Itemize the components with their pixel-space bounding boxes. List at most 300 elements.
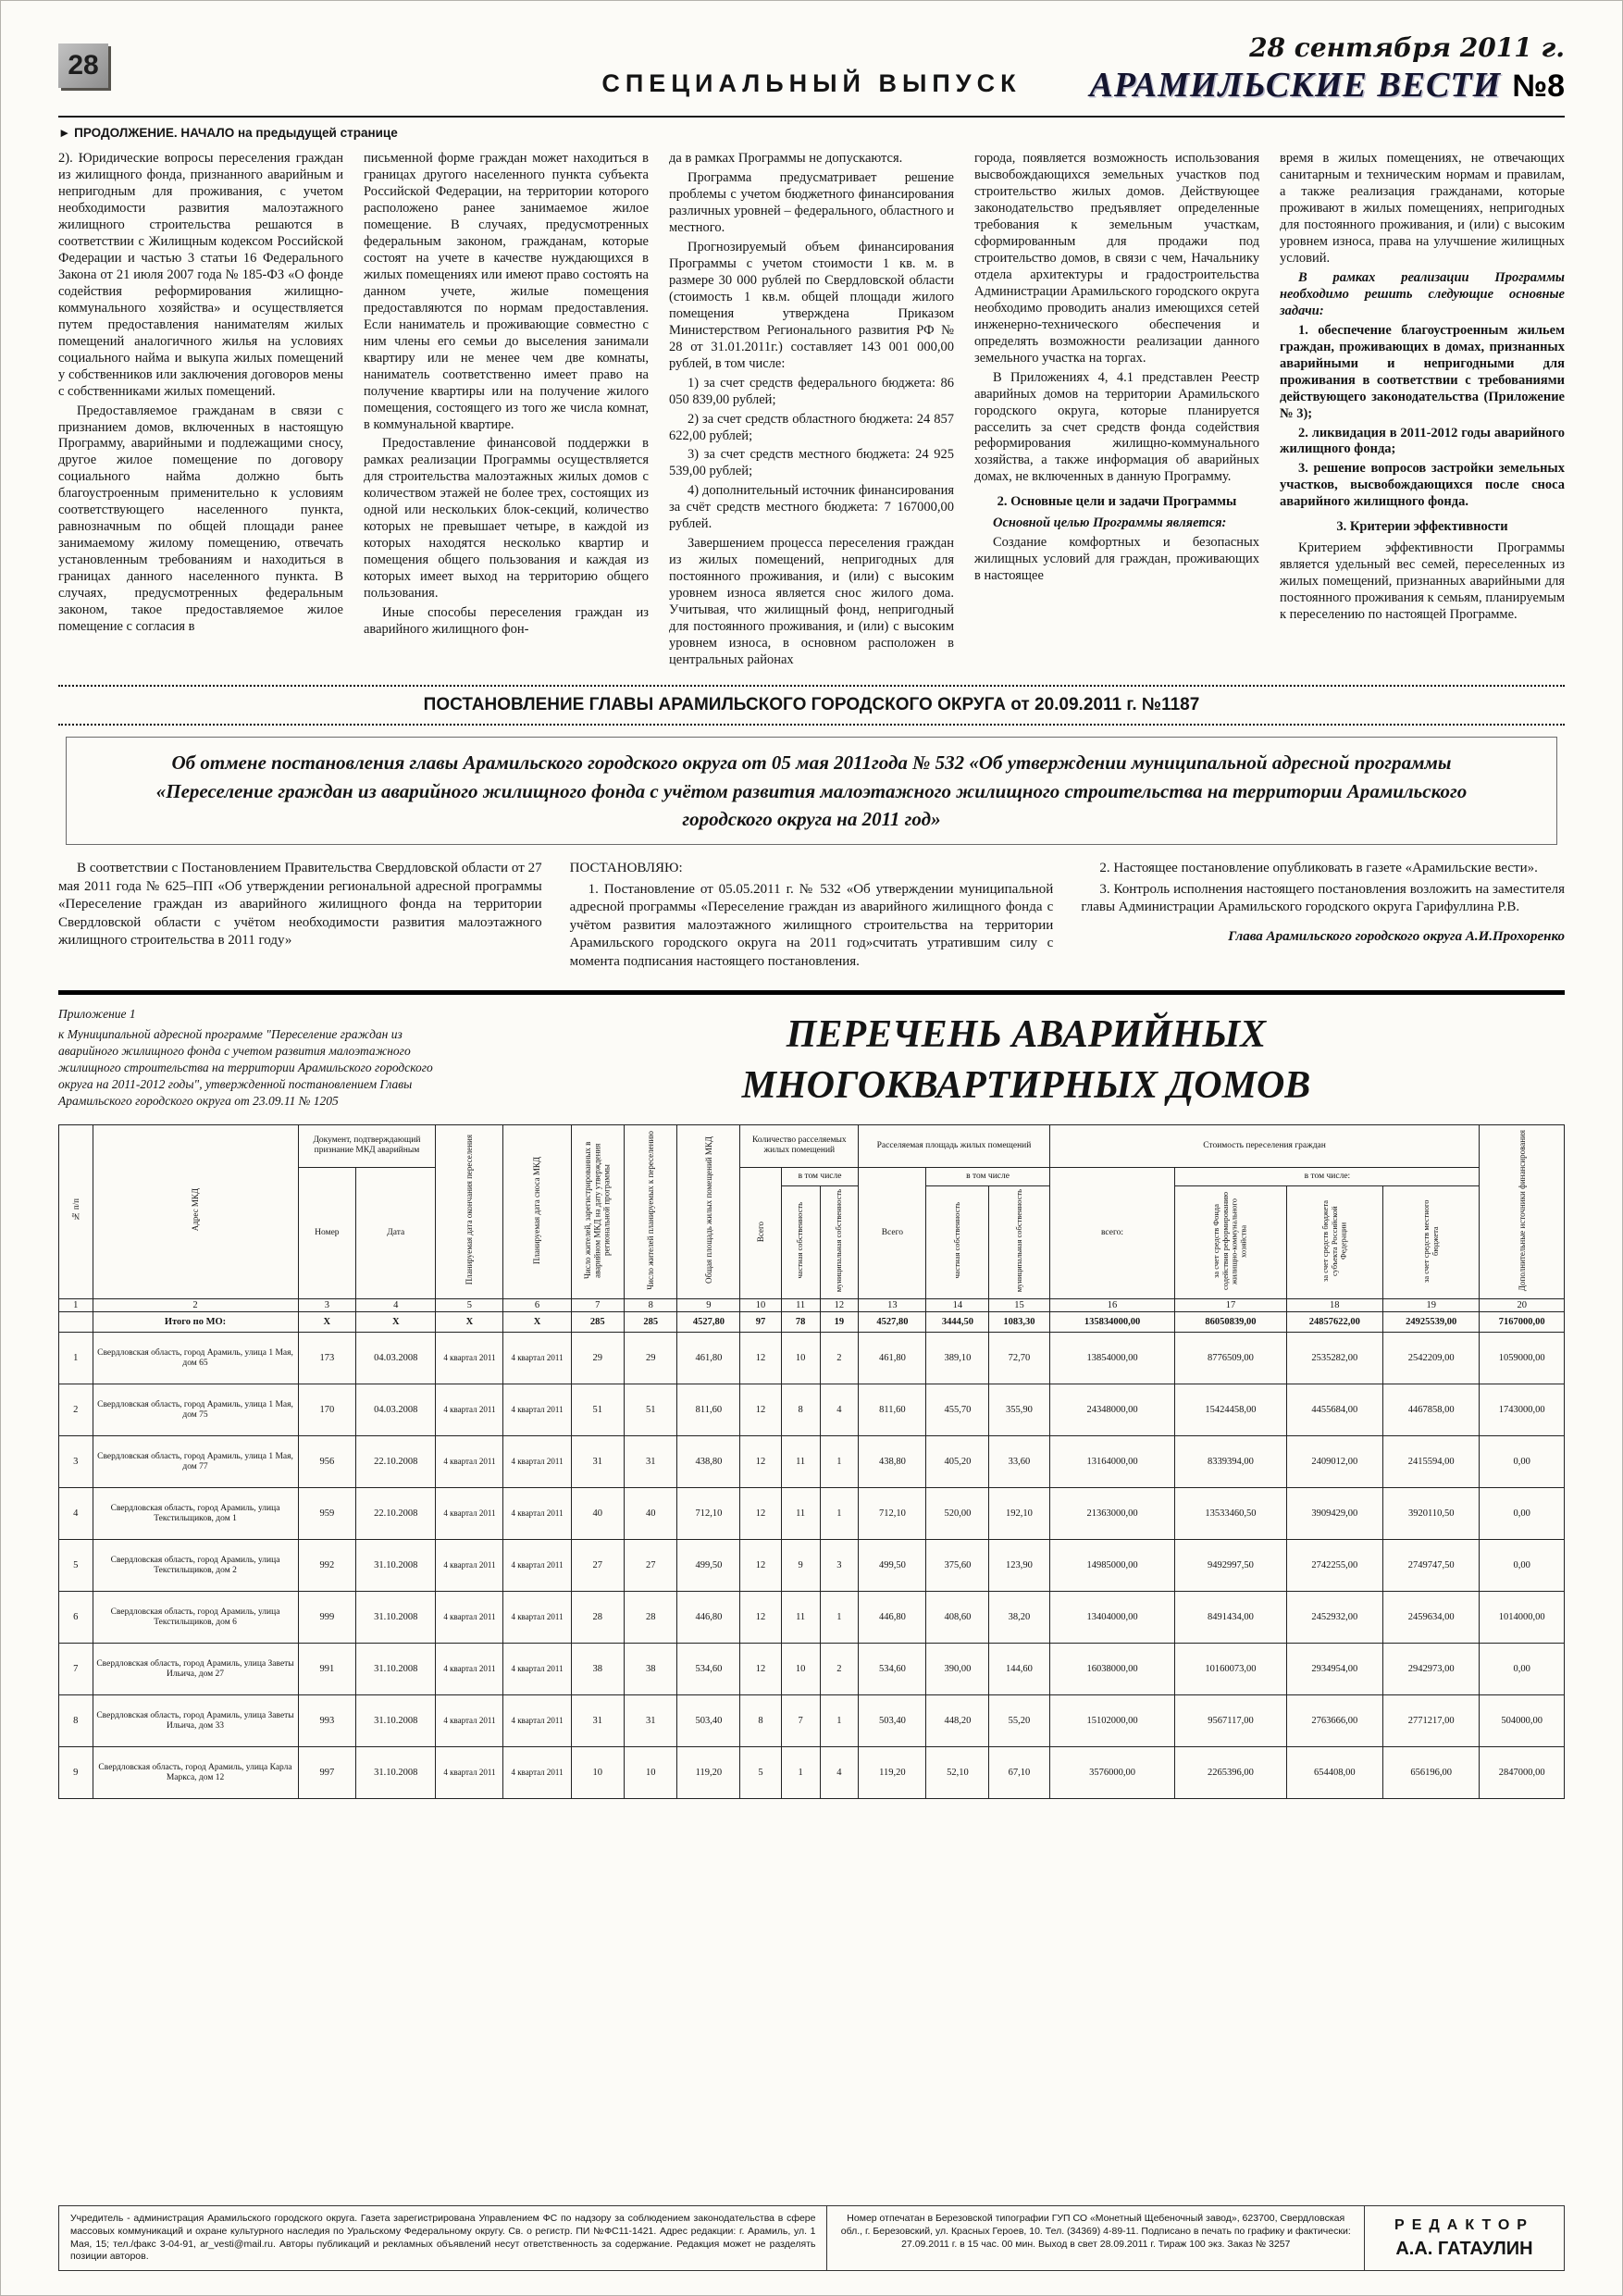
table-cell: 12 [740,1644,781,1695]
table-cell: Свердловская область, город Арамиль, улица Заветы Ильича, дом 33 [93,1695,298,1747]
col-header-units-municipal: муниципальная собственность [820,1185,859,1299]
table-cell: 10 [740,1299,781,1312]
table-cell: 2 [93,1299,298,1312]
table-cell: 4 квартал 2011 [436,1644,503,1695]
table-cell: 18 [1286,1299,1382,1312]
table-cell: 55,20 [989,1695,1049,1747]
appendix-note-title: Приложение 1 [58,1007,136,1022]
paragraph: Программа предусматривает решение проблемы с учетом бюджетного финансирования различных уровней – федерального, областного и местного. [669,169,954,235]
table-cell: 7167000,00 [1480,1312,1565,1333]
table-cell: 455,70 [926,1384,989,1436]
table-cell: 4 квартал 2011 [503,1333,571,1384]
table-cell: 04.03.2008 [356,1333,436,1384]
col-header-cost-fund: за счет средств Фонда содействия реформированию жилищно-коммунального хозяйства [1175,1185,1286,1299]
table-cell: 16 [1049,1299,1175,1312]
table-cell: Свердловская область, город Арамиль, улица 1 Мая, дом 65 [93,1333,298,1384]
table-cell: 28 [625,1592,677,1644]
table-cell: 2415594,00 [1382,1436,1479,1488]
emergency-houses-table [58,1124,1565,1800]
table-cell: 4 квартал 2011 [503,1644,571,1695]
table-cell: 170 [298,1384,356,1436]
table-cell: 8 [781,1384,820,1436]
table-cell: 12 [820,1299,859,1312]
table-cell: 1 [59,1299,93,1312]
table-cell: 8 [625,1299,677,1312]
table-cell: 24925539,00 [1382,1312,1479,1333]
table-cell: 408,60 [926,1592,989,1644]
table-row [59,1695,1565,1747]
col-header-cost-including: в том числе: [1175,1167,1480,1185]
table-cell: 520,00 [926,1488,989,1540]
paragraph: 2). Юридические вопросы переселения граждан из жилищного фонда, признанного аварийным и непригодным для проживания, с учетом необходимости развития малоэтажного жилищного строительства решаются в соответствии с Жилищным кодексом Российской Федерации и частью 3 статьи 16 Федерального Закона от 21 июля 2007 года № 185-ФЗ «О фонде содействия реформирования жилищно-коммунального хозяйства» и осуществляется путем предоставления нанимателям жилых помещений аналогичного жилья на условиях социального найма и выкупа жилых помещений у собственников или заключения договоров мены с собственниками жилых помещений. [58,151,343,399]
thick-rule [58,990,1565,995]
col-header-area-total: Всего [859,1167,926,1299]
table-cell: 4 квартал 2011 [436,1747,503,1799]
table-cell: 31 [625,1695,677,1747]
paragraph: 3. Контроль исполнения настоящего постановления возложить на заместителя главы Администрации Арамильского городского округа Гарифуллина Р.В. [1081,881,1565,915]
table-cell: 9 [677,1299,740,1312]
paragraph: Предоставление финансовой поддержки в рамках реализации Программы осуществляется для строительства малоэтажных жилых домов с количеством этажей не более трех, состоящих из одной или нескольких блок-секций, количество которых не превышает четыре, в каждой из которых находятся несколько квартир и помещения общего пользования и каждая из которых имеет выход на территорию общего пользования. [364,436,649,602]
table-cell: 438,80 [859,1436,926,1488]
table-cell: 38,20 [989,1592,1049,1644]
table-cell: 31.10.2008 [356,1695,436,1747]
paragraph: 3) за счет средств местного бюджета: 24 925 539,00 рублей; [669,447,954,479]
table-cell: 21363000,00 [1049,1488,1175,1540]
col-header-extra-sources: Дополнительные источники финансирования [1480,1124,1565,1299]
table-cell: 38 [571,1644,624,1695]
table-cell: 13533460,50 [1175,1488,1286,1540]
table-cell: 40 [571,1488,624,1540]
table-cell: 12 [740,1333,781,1384]
table-row [59,1592,1565,1644]
table-cell: 4 квартал 2011 [503,1540,571,1592]
table-cell: 9 [781,1540,820,1592]
table-cell: 13404000,00 [1049,1592,1175,1644]
resolution-column-3 [1081,860,1565,974]
editor-block [1365,2206,1564,2270]
masthead [58,32,1565,118]
table-row [59,1540,1565,1592]
table-cell: 31 [571,1695,624,1747]
table-cell: 15102000,00 [1049,1695,1175,1747]
table-cell: 9492997,50 [1175,1540,1286,1592]
paragraph: города, появляется возможность использования высвобождающихся земельных участков под строительство жилых домов. Действующее законодательство предъявляет определенные требования к земельным участкам, сформированным для продажи под строительство домов, в связи с чем, Начальнику отдела архитектуры и градостроительства Администрации Арамильского городского округа необходимо проводить анализ имеющихся сетей инженерно-технического обеспечения и определять возможности реализации данного земельного участка на торгах. [974,151,1259,366]
table-cell: 192,10 [989,1488,1049,1540]
table-cell: 119,20 [677,1747,740,1799]
paragraph: ПОСТАНОВЛЯЮ: [569,861,683,876]
newspaper-logo: АРАМИЛЬСКИЕ ВЕСТИ [1089,66,1502,105]
table-cell: 33,60 [989,1436,1049,1488]
paragraph: Создание комфортных и безопасных жилищных условий для граждан, проживающих в настоящее [974,535,1259,584]
table-cell: 86050839,00 [1175,1312,1286,1333]
table-cell: 14985000,00 [1049,1540,1175,1592]
table-cell: 2542209,00 [1382,1333,1479,1384]
table-cell: 446,80 [677,1592,740,1644]
table-cell: 13164000,00 [1049,1436,1175,1488]
col-header-area-including: в том числе [926,1167,1049,1185]
table-cell: 375,60 [926,1540,989,1592]
paragraph: Предоставляемое гражданам в связи с признанием домов, включенных в настоящую Программу, аварийными и подлежащими сносу, другое жилое помещение по договору социального найма должно быть благоустроенным применительно к условиям соответствующего населенного пункта, равнозначным по общей площади ранее занимаемому жилому помещению, отвечать установленным требованиям и находиться в границах данного населенного пункта. В случаях, предусмотренных федеральным законом, такое предоставляемое жилое помещение с согласия в [58,403,343,635]
table-cell: 438,80 [677,1436,740,1488]
table-cell: X [298,1312,356,1333]
table-row [59,1312,1565,1333]
section-title: СПЕЦИАЛЬНЫЙ ВЫПУСК [601,69,1022,97]
paragraph: Иные способы переселения граждан из аварийного жилищного фон- [364,605,649,638]
table-cell: 4 квартал 2011 [503,1384,571,1436]
table-cell: 1 [820,1488,859,1540]
paragraph: 2) за счет средств областного бюджета: 24 857 622,00 рублей; [669,411,954,443]
table-cell: 0,00 [1480,1488,1565,1540]
paragraph: В рамках реализации Программы необходимо решить следующие основные задачи: [1280,269,1565,318]
table-cell: 4 [356,1299,436,1312]
table-cell: 5 [740,1747,781,1799]
col-header-units-private: частная собственность [781,1185,820,1299]
table-cell: 712,10 [677,1488,740,1540]
table-cell: 534,60 [677,1644,740,1695]
col-header-units-group: Количество расселяемых жилых помещений [740,1124,859,1167]
table-cell: 6 [503,1299,571,1312]
col-header-demolition-date: Планируемая дата сноса МКД [503,1124,571,1299]
table-cell: 4 квартал 2011 [436,1488,503,1540]
table-cell: 405,20 [926,1436,989,1488]
table-cell: 2452932,00 [1286,1592,1382,1644]
article-column-2 [364,151,649,672]
table-row [59,1436,1565,1488]
resolution-columns [58,860,1565,974]
table-cell: 7 [571,1299,624,1312]
table-cell: 4 квартал 2011 [436,1540,503,1592]
table-cell: 2 [59,1384,93,1436]
table-cell: 12 [740,1384,781,1436]
table-cell: 38 [625,1644,677,1695]
table-cell: 3909429,00 [1286,1488,1382,1540]
table-cell: 0,00 [1480,1644,1565,1695]
table-cell: 40 [625,1488,677,1540]
table-cell: 31.10.2008 [356,1540,436,1592]
col-header-address: Адрес МКД [93,1124,298,1299]
table-cell: 446,80 [859,1592,926,1644]
paragraph: Основной целью Программы является: [993,515,1227,531]
paragraph: Завершением процесса переселения граждан из жилых помещений, непригодных для постоянного проживания, и (или) с высоким уровнем износа является снос жилого дома. Учитывая, что жилищный фонд, непригодный для постоянного проживания, и (или) с высоким уровнем износа, в основном расположен в центральных районах [669,536,954,668]
table-cell: 7 [59,1644,93,1695]
table-cell: 2771217,00 [1382,1695,1479,1747]
table-cell: Свердловская область, город Арамиль, улица Текстильщиков, дом 2 [93,1540,298,1592]
table-cell: Свердловская область, город Арамиль, улица Карла Маркса, дом 12 [93,1747,298,1799]
col-header-num: № п/п [59,1124,93,1299]
table-cell: 991 [298,1644,356,1695]
table-cell: 499,50 [677,1540,740,1592]
continuation-note: ► ПРОДОЛЖЕНИЕ. НАЧАЛО на предыдущей странице [58,126,398,140]
table-cell: 1059000,00 [1480,1333,1565,1384]
article-column-3 [669,151,954,672]
table-cell: Свердловская область, город Арамиль, улица Текстильщиков, дом 6 [93,1592,298,1644]
resolution-column-1 [58,860,542,974]
table-cell: 3 [59,1436,93,1488]
paragraph: 1. обеспечение благоустроенным жильем граждан, проживающих в домах, признанных аварийными и непригодными для проживания в соответствии с требованиями действующего законодательства (Приложение № 3); [1280,322,1565,421]
table-cell: 15 [989,1299,1049,1312]
table-cell: 2 [820,1333,859,1384]
table-cell: 3576000,00 [1049,1747,1175,1799]
table-cell: 31 [571,1436,624,1488]
table-cell: 3444,50 [926,1312,989,1333]
dotted-rule-top [58,685,1565,687]
table-cell: 4 квартал 2011 [503,1436,571,1488]
table-cell: 2934954,00 [1286,1644,1382,1695]
table-cell: 4455684,00 [1286,1384,1382,1436]
table-cell: 10 [571,1747,624,1799]
table-cell: 31.10.2008 [356,1747,436,1799]
table-cell: 4467858,00 [1382,1384,1479,1436]
table-cell: Свердловская область, город Арамиль, улица Текстильщиков, дом 1 [93,1488,298,1540]
editor-label: РЕДАКТОР [1394,2216,1534,2233]
table-cell: 712,10 [859,1488,926,1540]
table-cell: 10 [781,1333,820,1384]
table-cell: 10 [625,1747,677,1799]
table-row [59,1488,1565,1540]
editor-name: А.А. ГАТАУЛИН [1395,2238,1533,2259]
table-cell: 4 [820,1384,859,1436]
table-cell: 12 [740,1592,781,1644]
table-cell: 4 квартал 2011 [436,1695,503,1747]
imprint-print-text: Номер отпечатан в Березовской типографии ГУП СО «Монетный Щебеночный завод», 623700, Свердловская обл., г. Березовский, ул. Красных Героев, 10. Тел. (34369) 4-89-11. Подписано в печать по графику и фактически: 27.09.2011 г. в 15 час. 00 мин. Выход в свет 28.09.2011 г. Тираж 100 экз. Заказ № 3257 [827,2206,1365,2270]
table-cell: 997 [298,1747,356,1799]
paragraph: письменной форме граждан может находиться в границах другого населенного пункта субъекта Российской Федерации, на территории которого расположено ранее занимаемое жилое помещение. В случаях, предусмотренных федеральным законом, гражданам, которые состоят на учете в качестве нуждающихся в жилых помещениях или имеют право состоять на данном учете, жилые помещения предоставляются по нормам предоставления. Если наниматель и проживающие совместно с ним члены его семьи до выселения занимали квартиру или не менее чем две комнаты, наниматель соответственно имеет право на получение квартиры или на получение жилого помещения, состоящего из того же числа комнат, в коммунальной квартире. [364,151,649,432]
table-cell: 14 [926,1299,989,1312]
imprint-footer [58,2205,1565,2271]
table-cell: 2535282,00 [1286,1333,1382,1384]
table-cell: 2265396,00 [1175,1747,1286,1799]
table-cell: 22.10.2008 [356,1488,436,1540]
table-cell: 0,00 [1480,1436,1565,1488]
col-header-cost-group: Стоимость переселения граждан [1049,1124,1480,1167]
paragraph: время в жилых помещениях, не отвечающих санитарным и техническим нормам и правилам, а также реализация гражданами, которые проживают в жилых помещениях, непригодных для постоянного проживания, и (или) с высоким уровнем износа, права на улучшение жилищных условий. [1280,151,1565,266]
table-cell: 7 [781,1695,820,1747]
table-cell: 2749747,50 [1382,1540,1479,1592]
table-cell: 11 [781,1299,820,1312]
table-cell: 5 [436,1299,503,1312]
table-cell: 12 [740,1488,781,1540]
table-cell: 10 [781,1644,820,1695]
table-cell: 9567117,00 [1175,1695,1286,1747]
table-cell: 119,20 [859,1747,926,1799]
table-cell: 992 [298,1540,356,1592]
table-cell: 504000,00 [1480,1695,1565,1747]
col-header-doc-date: Дата [356,1167,436,1299]
appendix-note [58,1006,456,1111]
table-cell: 1 [781,1747,820,1799]
table-cell: 959 [298,1488,356,1540]
table-cell: 503,40 [677,1695,740,1747]
table-cell: 448,20 [926,1695,989,1747]
table-cell: 3 [298,1299,356,1312]
col-header-area-group: Расселяемая площадь жилых помещений [859,1124,1049,1167]
table-row [59,1644,1565,1695]
table-cell: 3 [820,1540,859,1592]
dotted-rule-bottom [58,724,1565,726]
table-cell: 4 квартал 2011 [503,1488,571,1540]
table-cell: 5 [59,1540,93,1592]
col-header-units-total: Всего [740,1167,781,1299]
table-cell: 2742255,00 [1286,1540,1382,1592]
col-header-cost-region: за счет средств бюджета субъекта Российской Федерации [1286,1185,1382,1299]
table-cell: 27 [571,1540,624,1592]
flex-spacer [58,1799,1565,2191]
table-cell: 503,40 [859,1695,926,1747]
table-cell: 390,00 [926,1644,989,1695]
table-cell: 24857622,00 [1286,1312,1382,1333]
table-cell: 4 [820,1747,859,1799]
appendix-title [488,1006,1565,1111]
table-body [59,1299,1565,1799]
paragraph: 1) за счет средств федерального бюджета: 86 050 839,00 рублей; [669,375,954,407]
table-cell: 97 [740,1312,781,1333]
table-cell: 993 [298,1695,356,1747]
table-cell: 15424458,00 [1175,1384,1286,1436]
table-cell: 17 [1175,1299,1286,1312]
appendix-title-line2: МНОГОКВАРТИРНЫХ ДОМОВ [741,1063,1311,1107]
paragraph: 3. решение вопросов застройки земельных участков, высвобождающихся после сноса аварийного жилищного фонда. [1280,461,1565,510]
article-column-4 [974,151,1259,672]
col-header-units-including: в том числе [781,1167,859,1185]
table-cell: 656196,00 [1382,1747,1479,1799]
table-cell: 19 [820,1312,859,1333]
table-cell: X [503,1312,571,1333]
col-header-residents-registered: Число жителей, зарегистрированных в аварийном МКД на дату утверждения региональной программы [571,1124,624,1299]
table-cell: 11 [781,1436,820,1488]
table-cell: 6 [59,1592,93,1644]
paragraph: 2. ликвидация в 2011-2012 годы аварийного жилищного фонда; [1280,425,1565,457]
table-cell: 13854000,00 [1049,1333,1175,1384]
table-cell: 2 [820,1644,859,1695]
table-cell: 31 [625,1436,677,1488]
imprint-founder-text: Учредитель - администрация Арамильского городского округа. Газета зарегистрирована Управлением ФС по надзору за соблюдением законодательства в сфере массовых коммуникаций и охране культурного наследия по Уральскому Федеральному округу. Св. о регистр. ПИ №ФС11-1421. Адрес редакции: г. Арамиль, ул. 1 Мая, 15; тел./факс 3-04-91, ar_vesti@mail.ru. Авторы публикаций и рекламных объявлений несут ответственность за содержание. Редакция может не разделять позиции авторов. [59,2206,827,2270]
table-cell: 1743000,00 [1480,1384,1565,1436]
col-header-cost-total: всего: [1049,1167,1175,1299]
table-cell: 4527,80 [859,1312,926,1333]
table-cell: Свердловская область, город Арамиль, улица 1 Мая, дом 75 [93,1384,298,1436]
table-cell: 0,00 [1480,1540,1565,1592]
table-row [59,1299,1565,1312]
table-cell: 4 квартал 2011 [436,1436,503,1488]
table-row [59,1333,1565,1384]
paragraph: 2. Основные цели и задачи Программы [997,494,1237,510]
table-cell: 499,50 [859,1540,926,1592]
table-cell: 22.10.2008 [356,1436,436,1488]
table-cell: 67,10 [989,1747,1049,1799]
paragraph: да в рамках Программы не допускаются. [669,151,903,166]
col-header-area-municipal: муниципальная собственность [989,1185,1049,1299]
table-cell: 534,60 [859,1644,926,1695]
table-cell: 29 [625,1333,677,1384]
table-cell: 2409012,00 [1286,1436,1382,1488]
issue-number: №8 [1512,68,1565,104]
table-cell: 1 [59,1333,93,1384]
appendix-header [58,1006,1565,1111]
table-cell: 11 [781,1592,820,1644]
table-cell: 31.10.2008 [356,1644,436,1695]
table-cell: 1083,30 [989,1312,1049,1333]
page-number: 28 [58,43,108,88]
resolution-title: Об отмене постановления главы Арамильского городского округа от 05 мая 2011года № 532 «Об утверждении муниципальной адресной программы «Переселение граждан из аварийного жилищного фонда с учётом развития малоэтажного жилищного строительства на территории Арамильского городского округа на 2011 год» [66,737,1557,845]
table-cell: 9 [59,1747,93,1799]
col-header-resettle-date: Планируемая дата окончания переселения [436,1124,503,1299]
table-cell: 461,80 [859,1333,926,1384]
table-cell: 4 квартал 2011 [436,1384,503,1436]
table-cell: 52,10 [926,1747,989,1799]
table-cell: 4 квартал 2011 [503,1747,571,1799]
paragraph: Критерием эффективности Программы является удельный вес семей, переселенных из жилых помещений, признанных аварийными для постоянного проживания к семьям, планируемым к переселению по настоящей Программе. [1280,540,1565,623]
table-cell: Итого по МО: [93,1312,298,1333]
table-cell: 1014000,00 [1480,1592,1565,1644]
table-row [59,1747,1565,1799]
brand-block [1090,32,1565,105]
table-cell: 285 [625,1312,677,1333]
table-cell: 20 [1480,1299,1565,1312]
table-cell: 29 [571,1333,624,1384]
table-cell: 78 [781,1312,820,1333]
resolution-heading: ПОСТАНОВЛЕНИЕ ГЛАВЫ АРАМИЛЬСКОГО ГОРОДСКОГО ОКРУГА от 20.09.2011 г. №1187 [423,695,1200,715]
col-header-total-area: Общая площадь жилых помещений МКД [677,1124,740,1299]
table-cell: 24348000,00 [1049,1384,1175,1436]
paragraph: 3. Критерии эффективности [1336,519,1508,535]
table-cell: 144,60 [989,1644,1049,1695]
paragraph: 2. Настоящее постановление опубликовать в газете «Арамильские вести». [1099,861,1538,876]
col-header-cost-local: за счет средств местного бюджета [1382,1185,1479,1299]
table-cell: 1 [820,1436,859,1488]
table-cell: 2942973,00 [1382,1644,1479,1695]
paragraph: Глава Арамильского городского округа А.И.Прохоренко [1228,928,1565,944]
table-cell: 389,10 [926,1333,989,1384]
table-cell: 8 [740,1695,781,1747]
table-cell: 4 [59,1488,93,1540]
table-cell: 3920110,50 [1382,1488,1479,1540]
table-cell: 173 [298,1333,356,1384]
table-cell: 8 [59,1695,93,1747]
table-cell: 28 [571,1592,624,1644]
col-header-area-private: частная собственность [926,1185,989,1299]
paragraph: 4) дополнительный источник финансирования за счёт средств местного бюджета: 7 167000,00 рублей. [669,483,954,532]
table-cell: 31.10.2008 [356,1592,436,1644]
table-cell: 461,80 [677,1333,740,1384]
table-cell: 811,60 [859,1384,926,1436]
table-cell: 123,90 [989,1540,1049,1592]
table-cell: 19 [1382,1299,1479,1312]
col-header-doc-number: Номер [298,1167,356,1299]
table-cell: 27 [625,1540,677,1592]
table-cell: 4527,80 [677,1312,740,1333]
col-header-doc-group: Документ, подтверждающий признание МКД аварийным [298,1124,436,1167]
table-cell: 285 [571,1312,624,1333]
paragraph: В Приложениях 4, 4.1 представлен Реестр аварийных домов на территории Арамильского городского округа, которые планируется расселить за счет средств фонда содействия реформирования жилищно-коммунального хозяйства, а также информация об аварийных домах, не включенных в данную Программу. [974,369,1259,485]
table-cell: 72,70 [989,1333,1049,1384]
table-cell: 654408,00 [1286,1747,1382,1799]
table-cell: 2847000,00 [1480,1747,1565,1799]
table-cell: 2763666,00 [1286,1695,1382,1747]
paragraph: Прогнозируемый объем финансирования Программы с учетом стоимости 1 кв. м. в размере 30 000 рублей по Свердловской области (стоимость 1 кв.м. общей площади жилого помещения утверждена Приказом Министерством Регионального развития РФ № 28 от 31.01.2011г.) составляет 143 001 000,00 рублей, в том числе: [669,239,954,371]
table-cell: Свердловская область, город Арамиль, улица 1 Мая, дом 77 [93,1436,298,1488]
table-cell: 8491434,00 [1175,1592,1286,1644]
table-cell: 135834000,00 [1049,1312,1175,1333]
table-cell: 1 [820,1592,859,1644]
table-cell: 1 [820,1695,859,1747]
table-cell [59,1312,93,1333]
article-columns [58,151,1565,672]
table-cell: 51 [571,1384,624,1436]
table-header [59,1124,1565,1299]
table-cell: 2459634,00 [1382,1592,1479,1644]
table-cell: 51 [625,1384,677,1436]
table-cell: 4 квартал 2011 [436,1592,503,1644]
